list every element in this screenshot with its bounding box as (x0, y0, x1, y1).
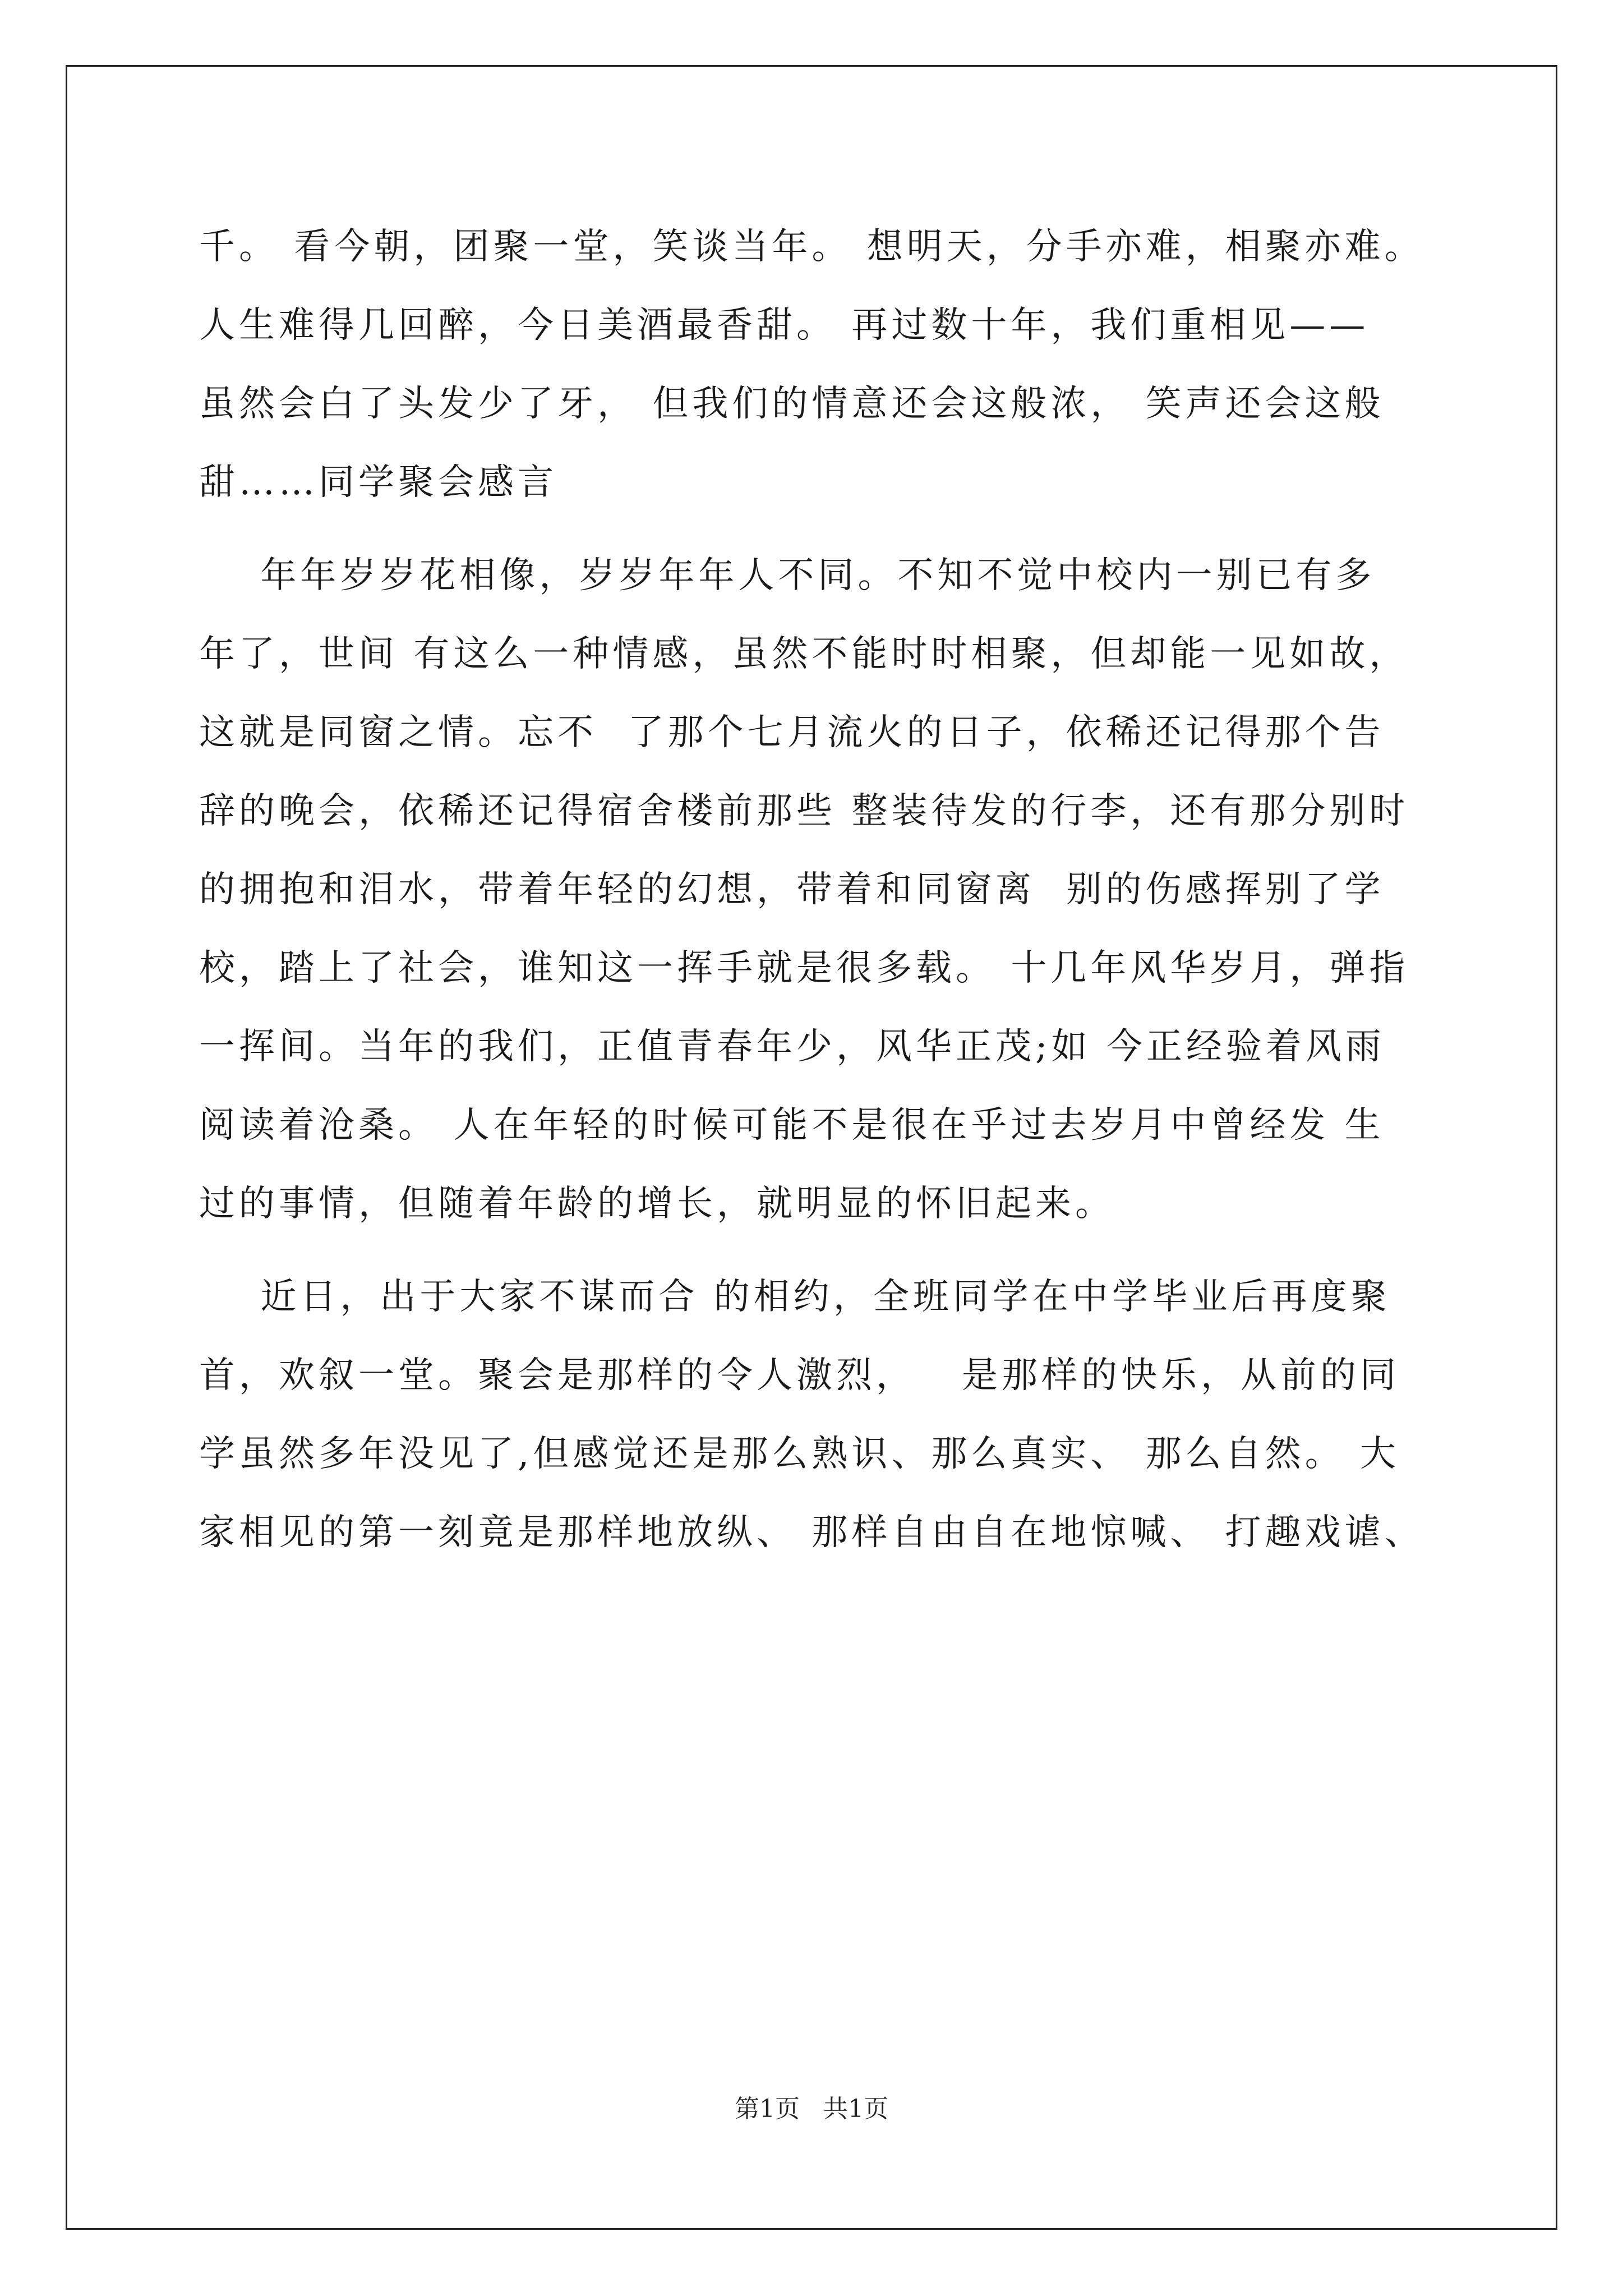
text-line: 年了，世间 有这么一种情感，虽然不能时时相聚，但却能一见如故， (199, 633, 1409, 675)
text-line: 首，欢叙一堂。聚会是那样的令人激烈， 是那样的快乐，从前的同 (199, 1355, 1400, 1396)
page-total: 共1页 (823, 2095, 888, 2123)
text-line: 甜……同学聚会感言 (199, 462, 557, 503)
text-line: 阅读着沧桑。 人在年轻的时候可能不是很在乎过去岁月中曾经发 生 (199, 1105, 1385, 1146)
document-body (199, 208, 1433, 1572)
text-line: 过的事情，但随着年龄的增长，就明显的怀旧起来。 (199, 1183, 1115, 1225)
text-line: 近日，出于大家不谋而合 的相约，全班同学在中学毕业后再度聚 (199, 1276, 1391, 1318)
text-line: 年年岁岁花相像，岁岁年年人不同。不知不觉中校内一别已有多 (199, 555, 1376, 596)
paragraph (199, 208, 1433, 522)
text-line: 人生难得几回醉，今日美酒最香甜。 再过数十年，我们重相见—— (199, 305, 1370, 346)
paragraph (199, 1258, 1433, 1572)
page-footer (0, 2088, 1623, 2124)
text-line: 千。 看今朝，团聚一堂，笑谈当年。 想明天，分手亦难，相聚亦难。 (199, 226, 1424, 268)
text-line: 的拥抱和泪水，带着年轻的幻想，带着和同窗离 别的伤感挥别了学 (199, 869, 1385, 910)
text-line: 家相见的第一刻竟是那样地放纵、 那样自由自在地惊喊、 打趣戏谑、 (199, 1512, 1424, 1553)
text-line: 校，踏上了社会，谁知这一挥手就是很多载。 十几年风华岁月，弹指 (199, 947, 1409, 989)
paragraph (199, 536, 1433, 1243)
page-number: 第1页 (735, 2095, 800, 2123)
text-line: 这就是同窗之情。忘不 了那个七月流火的日子，依稀还记得那个告 (199, 712, 1385, 753)
text-line: 虽然会白了头发少了牙， 但我们的情意还会这般浓， 笑声还会这般 (199, 383, 1385, 425)
text-line: 辞的晚会，依稀还记得宿舍楼前那些 整装待发的行李，还有那分别时 (199, 790, 1409, 832)
text-line: 学虽然多年没见了,但感觉还是那么熟识、那么真实、 那么自然。 大 (199, 1433, 1400, 1475)
text-line: 一挥间。当年的我们，正值青春年少，风华正茂;如 今正经验着风雨 (199, 1026, 1385, 1068)
